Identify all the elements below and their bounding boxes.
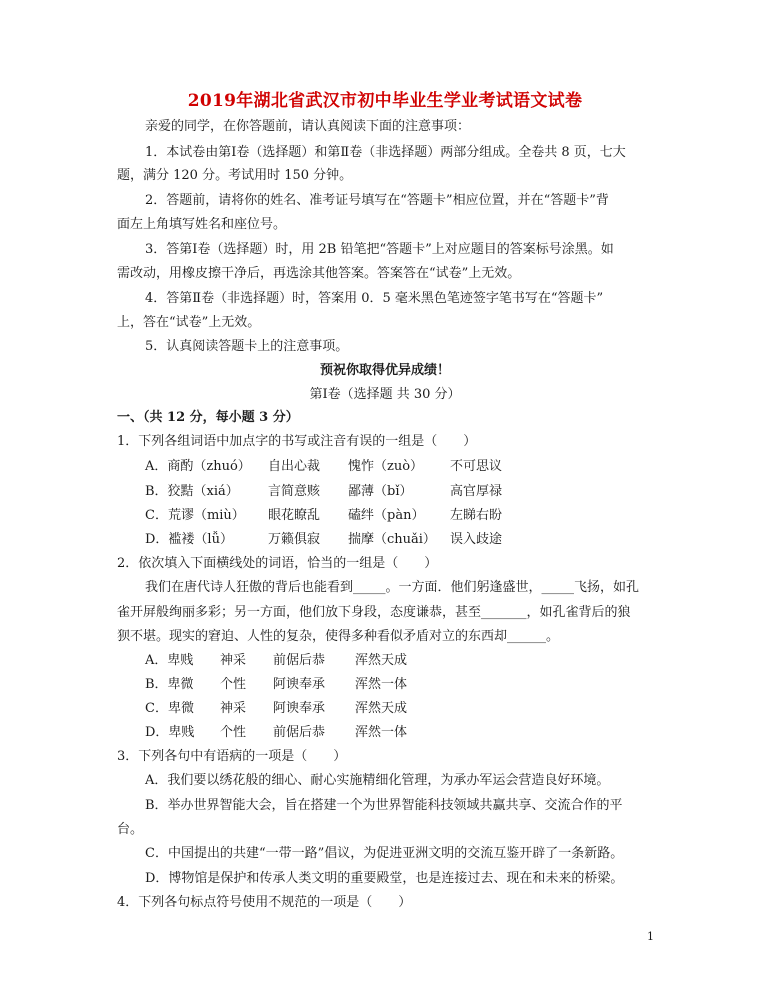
q3-option-d: D．博物馆是保护和传承人类文明的重要殿堂，也是连接过去、现在和未来的桥梁。 [145, 871, 624, 886]
page-title: 2019年湖北省武汉市初中毕业生学业考试语文试卷 [187, 91, 583, 111]
q1-option-c-col-3: 磕绊（pàn） [348, 508, 425, 523]
section-one-heading: 一、（共 12 分，每小题 3 分） [117, 410, 299, 425]
q1-option-c-col-2: 眼花瞭乱 [268, 508, 321, 523]
q1-option-c-col-4: 左睇右盼 [450, 508, 503, 523]
q1-option-a-col-4: 不可思议 [450, 459, 503, 474]
note-3-line-1: 3．答第Ⅰ卷（选择题）时，用 2B 铅笔把“答题卡”上对应题目的答案标号涂黑。如 [145, 242, 614, 257]
note-4-line-2: 上，答在“试卷”上无效。 [117, 315, 261, 330]
q1-option-b-col-2: 言简意赅 [268, 484, 321, 499]
q1-option-d-col-4: 误入歧途 [450, 532, 503, 547]
q1-option-a-col-3: 愧怍（zuò） [348, 459, 424, 474]
note-2-line-1: 2．答题前，请将你的姓名、准考证号填写在“答题卡”相应位置，并在“答题卡”背 [145, 193, 609, 208]
q2-passage-line-1: 我们在唐代诗人狂傲的背后也能看到_____。一方面．他们躬逢盛世，_____飞扬，如孔 [145, 580, 640, 595]
q2-option-c-col-4: 浑然天成 [355, 701, 408, 716]
q1-option-d-col-1: D．褴褛（lǚ） [145, 532, 233, 547]
wish-text: 预祝你取得优异成绩！ [319, 363, 450, 378]
q2-option-a-col-4: 浑然天成 [355, 653, 408, 668]
q1-option-b-col-4: 高官厚禄 [450, 484, 503, 499]
q4-stem: 4．下列各句标点符号使用不规范的一项是（ ） [117, 895, 412, 910]
note-4-line-1: 4．答第Ⅱ卷（非选择题）时，答案用 0．5 毫米黑色笔迹签字笔书写在“答题卡” [145, 291, 604, 306]
q2-option-a-col-3: 前倨后恭 [273, 653, 326, 668]
note-5-line-1: 5．认真阅读答题卡上的注意事项。 [145, 339, 349, 354]
q1-option-d-col-2: 万籁俱寂 [268, 532, 321, 547]
q2-option-c-col-2: 神采 [220, 701, 247, 716]
q1-option-a-col-1: A．商酌（zhuó） [145, 459, 251, 474]
q3-stem: 3．下列各句中有语病的一项是（ ） [117, 749, 347, 764]
q3-option-b-line-1: B．举办世界智能大会，旨在搭建一个为世界智能科技领域共赢共享、交流合作的平 [145, 798, 623, 813]
q2-option-b-col-1: B．卑微 [145, 677, 194, 692]
q1-option-b-col-3: 鄙薄（bǐ） [348, 484, 413, 499]
q1-option-c-col-1: C．荒谬（miù） [145, 508, 245, 523]
q3-option-b-line-2: 台。 [117, 822, 144, 837]
note-3-line-2: 需改动，用橡皮擦干净后，再选涂其他答案。答案答在“试卷”上无效。 [117, 266, 521, 281]
q1-option-d-col-3: 揣摩（chuǎi） [348, 532, 436, 547]
q2-option-b-col-3: 阿谀奉承 [273, 677, 326, 692]
q1-stem: 1．下列各组词语中加点字的书写或注音有误的一组是（ ） [117, 434, 477, 449]
q2-option-d-col-3: 前倨后恭 [273, 725, 326, 740]
q2-option-b-col-4: 浑然一体 [355, 677, 408, 692]
q2-option-d-col-1: D．卑贱 [145, 725, 195, 740]
q2-passage-line-2: 雀开屏般绚丽多彩；另一方面，他们放下身段，态度谦恭，甚至_______，如孔雀背后的狼 [117, 605, 631, 620]
q1-option-a-col-2: 自出心裁 [268, 459, 321, 474]
q2-option-a-col-2: 神采 [220, 653, 247, 668]
q2-passage-line-3: 狈不堪。现实的窘迫、人性的复杂，使得多种看似矛盾对立的东西却______。 [117, 629, 560, 644]
q2-option-a-col-1: A．卑贱 [145, 653, 194, 668]
q2-option-c-col-3: 阿谀奉承 [273, 701, 326, 716]
note-1-line-2: 题，满分 120 分。考试用时 150 分钟。 [117, 168, 353, 183]
note-2-line-2: 面左上角填写姓名和座位号。 [117, 217, 287, 232]
page-number: 1 [647, 930, 654, 943]
q2-option-c-col-1: C．卑微 [145, 701, 194, 716]
part-title: 第Ⅰ卷（选择题 共 30 分） [309, 387, 461, 402]
q2-option-d-col-2: 个性 [220, 725, 247, 740]
note-1-line-1: 1．本试卷由第Ⅰ卷（选择题）和第Ⅱ卷（非选择题）两部分组成。全卷共 8 页，七大 [145, 145, 626, 160]
q3-option-c: C．中国提出的共建“一带一路”倡议，为促进亚洲文明的交流互鉴开辟了一条新路。 [145, 846, 624, 861]
q3-option-a: A．我们要以绣花般的细心、耐心实施精细化管理，为承办军运会营造良好环境。 [145, 773, 610, 788]
q1-option-b-col-1: B．狡黠（xiá） [145, 484, 239, 499]
q2-option-b-col-2: 个性 [220, 677, 247, 692]
q2-option-d-col-4: 浑然一体 [355, 725, 408, 740]
intro-text: 亲爱的同学，在你答题前，请认真阅读下面的注意事项： [145, 119, 471, 134]
q2-stem: 2．依次填入下面横线处的词语，恰当的一组是（ ） [117, 556, 438, 571]
